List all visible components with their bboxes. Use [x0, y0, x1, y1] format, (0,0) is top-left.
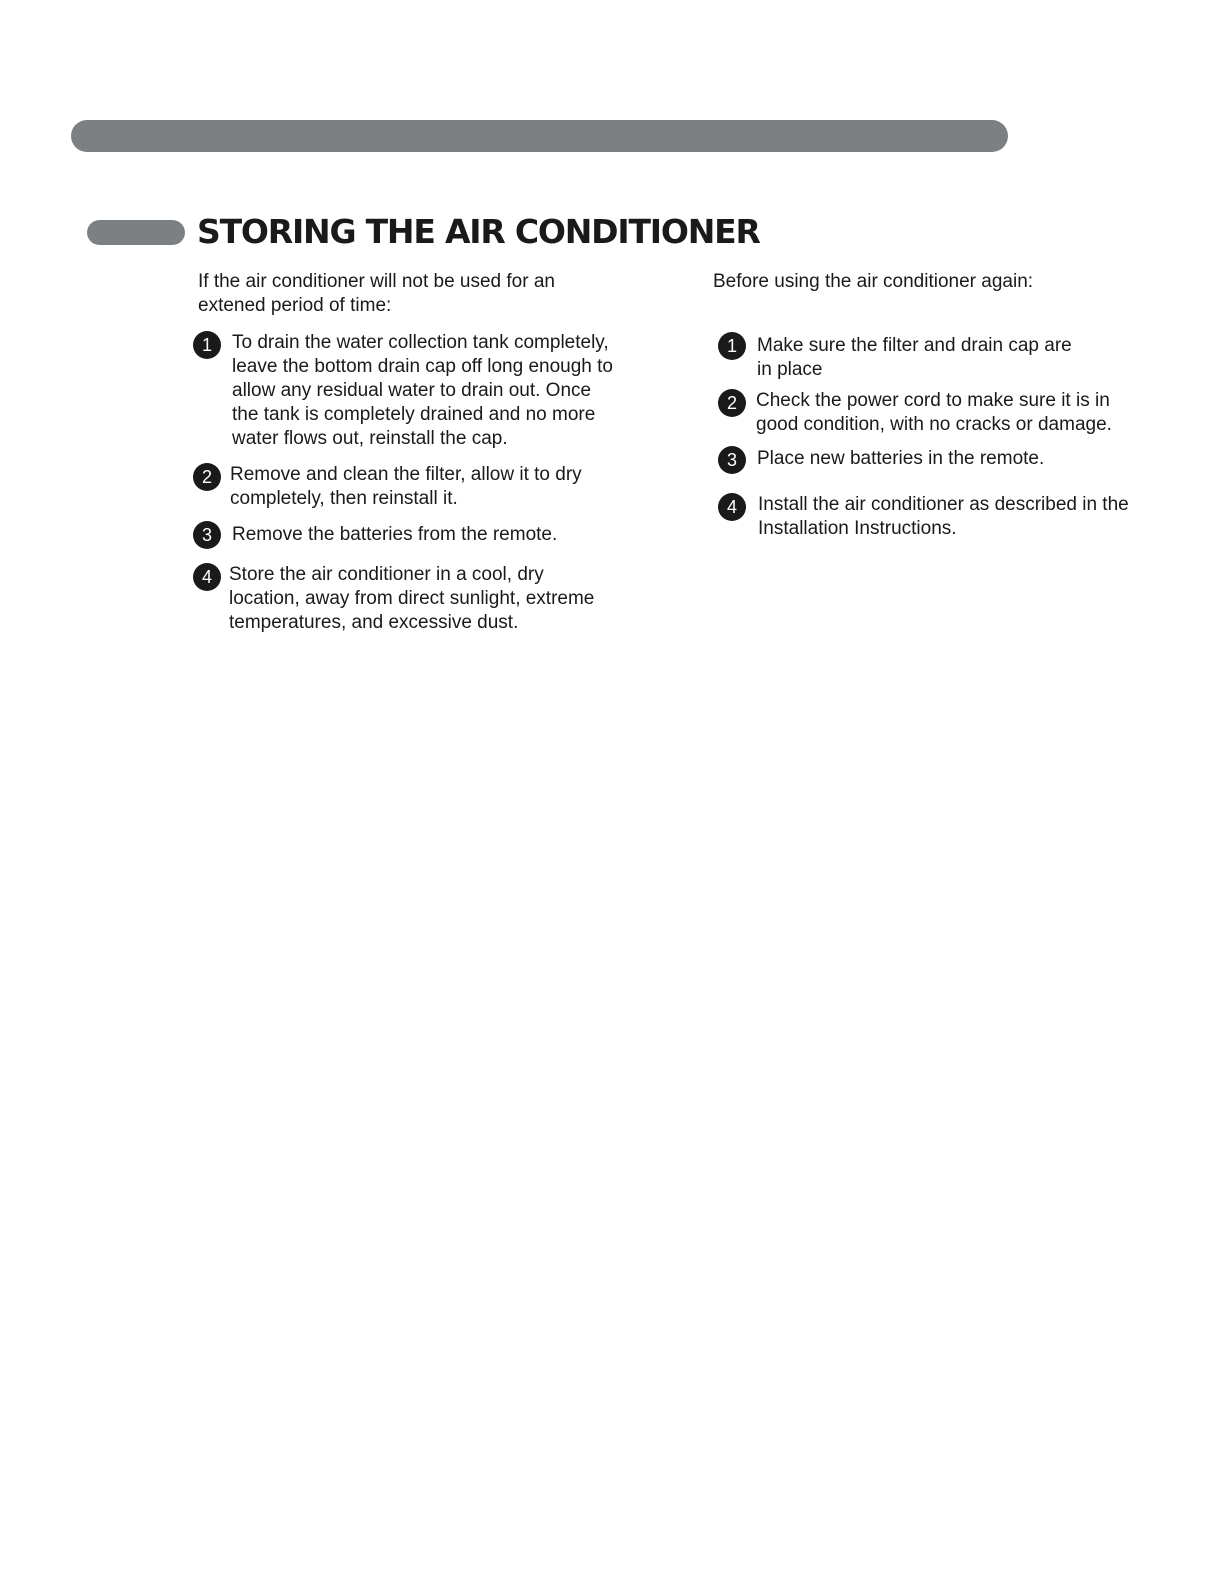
step-text: [757, 334, 1072, 382]
step-text-line: completely, then reinstall it.: [230, 488, 458, 509]
step-text: [229, 563, 594, 635]
page-title: STORING THE AIR CONDITIONER: [197, 212, 760, 251]
step-text-line: Remove and clean the filter, allow it to dry: [230, 464, 582, 485]
step-number-badge: 2: [193, 463, 221, 491]
reuse-intro: [713, 270, 1033, 294]
step-text-line: Check the power cord to make sure it is in: [756, 390, 1110, 411]
step-text-line: leave the bottom drain cap off long enough to: [232, 356, 613, 377]
reuse-intro-line: Before using the air conditioner again:: [713, 271, 1034, 292]
step-text-line: allow any residual water to drain out. Once: [232, 380, 592, 401]
step-text: [756, 389, 1112, 437]
step-text-line: Make sure the filter and drain cap are: [757, 335, 1072, 356]
step-number-badge: 1: [193, 331, 221, 359]
step-text-line: Remove the batteries from the remote.: [232, 524, 558, 545]
step-number-badge: 4: [193, 563, 221, 591]
step-number-badge: 1: [718, 332, 746, 360]
step-text: [232, 331, 613, 451]
step-text-line: To drain the water collection tank completely,: [232, 332, 609, 353]
step-number-badge: 2: [718, 389, 746, 417]
step-text: [757, 447, 1044, 471]
storage-intro-line: If the air conditioner will not be used for an: [198, 271, 555, 292]
step-number-badge: 3: [718, 446, 746, 474]
step-text-line: good condition, with no cracks or damage.: [756, 414, 1112, 435]
storage-intro-line: extened period of time:: [198, 295, 392, 316]
step-text-line: Installation Instructions.: [758, 518, 957, 539]
step-number-badge: 4: [718, 493, 746, 521]
step-text-line: in place: [757, 359, 823, 380]
step-text: [758, 493, 1129, 541]
header-bar: [71, 120, 1008, 152]
step-number-badge: 3: [193, 521, 221, 549]
step-text-line: Install the air conditioner as described in the: [758, 494, 1129, 515]
step-text: [232, 523, 557, 547]
storage-intro: [198, 270, 555, 318]
step-text-line: water flows out, reinstall the cap.: [232, 428, 508, 449]
step-text-line: Store the air conditioner in a cool, dry: [229, 564, 544, 585]
step-text-line: the tank is completely drained and no more: [232, 404, 596, 425]
step-text: [230, 463, 582, 511]
step-text-line: Place new batteries in the remote.: [757, 448, 1045, 469]
step-text-line: location, away from direct sunlight, extreme: [229, 588, 595, 609]
step-text-line: temperatures, and excessive dust.: [229, 612, 519, 633]
section-marker: [87, 220, 185, 245]
